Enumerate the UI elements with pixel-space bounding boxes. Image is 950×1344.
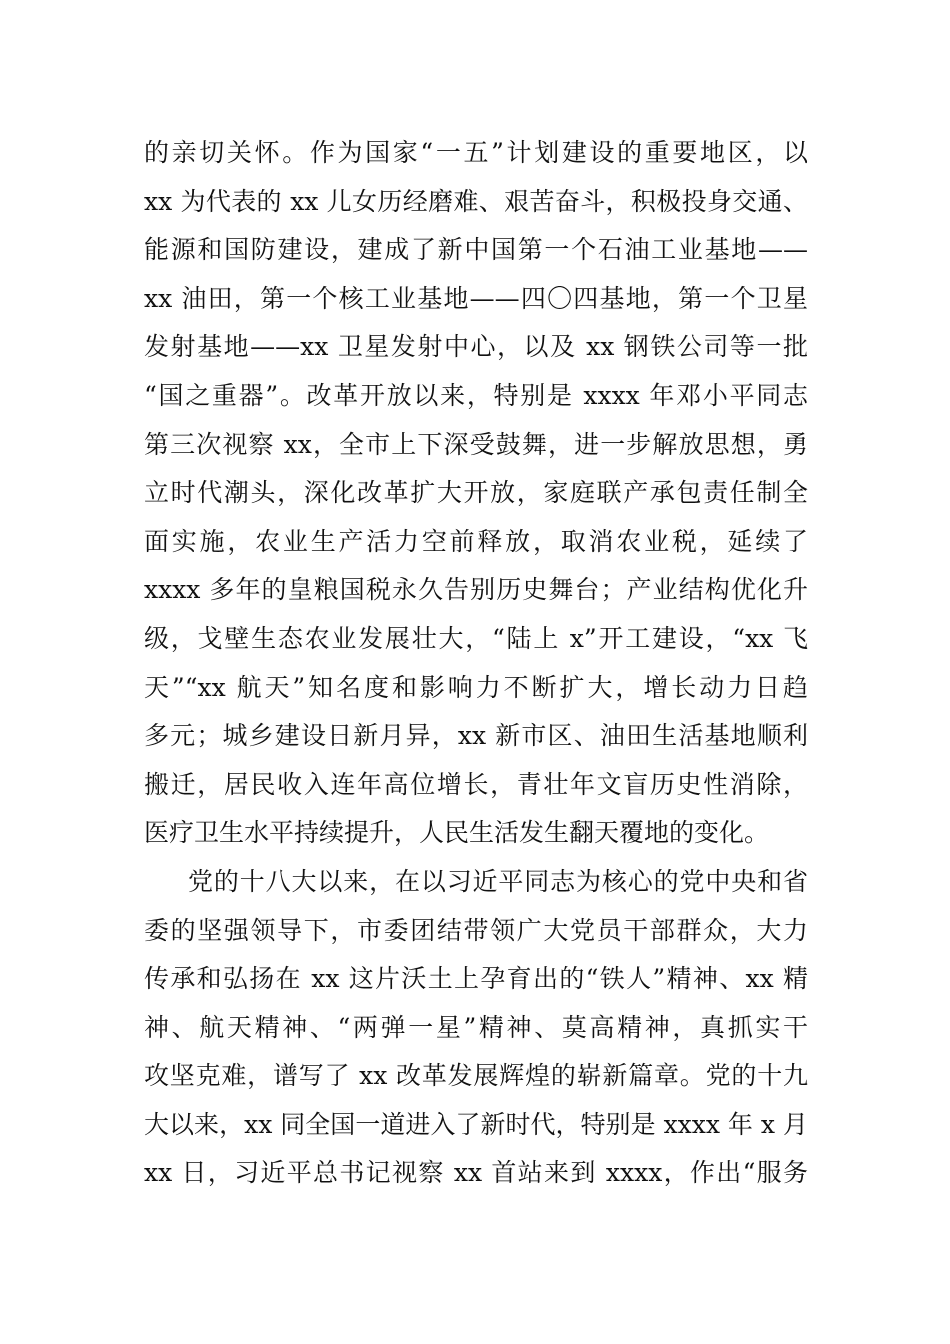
text-line-17: 委的坚强领导下，市委团结带领广大党员干部群众，大力 [144, 915, 808, 945]
text-line-5: 发射基地——xx 卫星发射中心，以及 xx 钢铁公司等一批 [144, 332, 808, 362]
text-line-4: xx 油田，第一个核工业基地——四〇四基地，第一个卫星 [144, 283, 808, 313]
text-line-10: xxxx 多年的皇粮国税永久告别历史舞台；产业结构优化升 [144, 575, 808, 605]
text-line-18: 传承和弘扬在 xx 这片沃土上孕育出的“铁人”精神、xx 精 [144, 964, 808, 994]
text-line-3: 能源和国防建设，建成了新中国第一个石油工业基地—— [144, 235, 808, 265]
text-line-11: 级，戈壁生态农业发展壮大，“陆上 x”开工建设，“xx 飞 [144, 623, 808, 653]
text-line-21: 大以来，xx 同全国一道进入了新时代，特别是 xxxx 年 x 月 [144, 1109, 808, 1139]
text-line-12: 天”“xx 航天”知名度和影响力不断扩大，增长动力日趋 [144, 672, 808, 702]
text-line-13: 多元；城乡建设日新月异，xx 新市区、油田生活基地顺利 [144, 721, 808, 751]
text-line-14: 搬迁，居民收入连年高位增长，青壮年文盲历史性消除， [144, 769, 808, 799]
text-line-6: “国之重器”。改革开放以来，特别是 xxxx 年邓小平同志 [144, 380, 808, 410]
text-line-2: xx 为代表的 xx 儿女历经磨难、艰苦奋斗，积极投身交通、 [144, 186, 808, 216]
document-body [144, 129, 808, 1198]
text-line-9: 面实施，农业生产活力空前释放，取消农业税，延续了 [144, 526, 808, 556]
text-line-15: 医疗卫生水平持续提升，人民生活发生翻天覆地的变化。 [144, 818, 770, 848]
text-line-19: 神、航天精神、“两弹一星”精神、莫高精神，真抓实干 [144, 1012, 808, 1042]
text-line-22: xx 日，习近平总书记视察 xx 首站来到 xxxx，作出“服务 [144, 1158, 808, 1188]
text-line-20: 攻坚克难，谱写了 xx 改革发展辉煌的崭新篇章。党的十九 [144, 1061, 808, 1091]
text-line-8: 立时代潮头，深化改革扩大开放，家庭联产承包责任制全 [144, 478, 808, 508]
text-line-7: 第三次视察 xx，全市上下深受鼓舞，进一步解放思想，勇 [144, 429, 808, 459]
text-line-1: 的亲切关怀。作为国家“一五”计划建设的重要地区，以 [144, 138, 808, 167]
text-line-16: 党的十八大以来，在以习近平同志为核心的党中央和省 [188, 866, 808, 896]
